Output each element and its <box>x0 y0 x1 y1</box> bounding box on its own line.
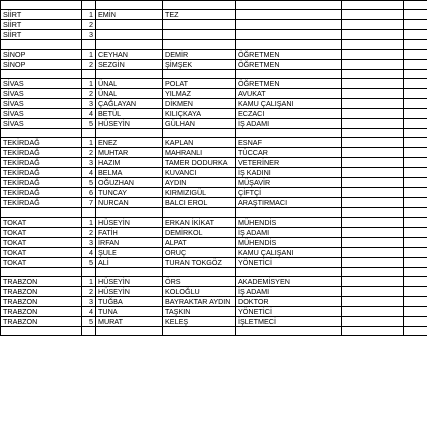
table-row <box>1 10 427 20</box>
table-row <box>1 208 427 217</box>
table-row <box>1 49 427 59</box>
last-name-cell[interactable]: TURAN TOKGÖZ <box>163 257 236 267</box>
profession-cell[interactable]: AKADEMİSYEN <box>236 277 342 287</box>
last-name-cell[interactable]: GÜLHAN <box>163 119 236 129</box>
table-row <box>1 297 427 307</box>
first-name-cell[interactable]: MURAT <box>96 317 163 327</box>
extra-cell[interactable] <box>342 40 404 49</box>
empty-cell[interactable] <box>404 237 427 247</box>
empty-cell[interactable] <box>404 297 427 307</box>
empty-cell[interactable] <box>404 168 427 178</box>
empty-cell[interactable] <box>404 119 427 129</box>
first-name-cell[interactable]: FATİH <box>96 227 163 237</box>
rank-cell[interactable]: 2 <box>82 227 96 237</box>
profession-cell[interactable]: TÜCCAR <box>236 148 342 158</box>
table-row <box>1 237 427 247</box>
first-name-cell[interactable] <box>96 129 163 138</box>
extra-cell[interactable] <box>342 178 404 188</box>
empty-cell[interactable] <box>404 317 427 327</box>
empty-cell[interactable] <box>404 79 427 89</box>
table-row <box>1 148 427 158</box>
province-cell[interactable]: SİİRT <box>1 10 82 20</box>
extra-cell[interactable] <box>342 317 404 327</box>
province-cell[interactable]: TOKAT <box>1 227 82 237</box>
extra-cell[interactable] <box>342 20 404 30</box>
extra-cell[interactable] <box>342 99 404 109</box>
first-name-cell[interactable]: HÜSEYİN <box>96 217 163 227</box>
candidate-table-body <box>1 1 427 336</box>
extra-cell[interactable] <box>342 227 404 237</box>
empty-cell[interactable] <box>404 208 427 217</box>
empty-cell[interactable] <box>404 59 427 69</box>
last-name-cell[interactable] <box>163 69 236 78</box>
table-row <box>1 69 427 78</box>
rank-cell[interactable]: 2 <box>82 148 96 158</box>
first-name-cell[interactable] <box>96 40 163 49</box>
empty-cell[interactable] <box>404 287 427 297</box>
profession-cell[interactable]: İŞ ADAMI <box>236 287 342 297</box>
first-name-cell[interactable] <box>96 267 163 276</box>
profession-cell[interactable] <box>236 1 342 10</box>
last-name-cell[interactable]: KELEŞ <box>163 317 236 327</box>
first-name-cell[interactable]: BETÜL <box>96 109 163 119</box>
profession-cell[interactable]: AVUKAT <box>236 89 342 99</box>
extra-cell[interactable] <box>342 247 404 257</box>
extra-cell[interactable] <box>342 208 404 217</box>
last-name-cell[interactable]: BAYRAKTAR AYDIN <box>163 297 236 307</box>
first-name-cell[interactable]: ÇAĞLAYAN <box>96 99 163 109</box>
table-row <box>1 40 427 49</box>
table-row <box>1 267 427 276</box>
last-name-cell[interactable]: YILMAZ <box>163 89 236 99</box>
profession-cell[interactable]: İŞ ADAMI <box>236 119 342 129</box>
province-cell[interactable]: SİİRT <box>1 30 82 40</box>
profession-cell[interactable] <box>236 10 342 20</box>
extra-cell[interactable] <box>342 217 404 227</box>
first-name-cell[interactable] <box>96 20 163 30</box>
last-name-cell[interactable]: ALPAT <box>163 237 236 247</box>
table-row <box>1 30 427 40</box>
table-row <box>1 129 427 138</box>
last-name-cell[interactable] <box>163 30 236 40</box>
extra-cell[interactable] <box>342 158 404 168</box>
profession-cell[interactable]: ECZACI <box>236 109 342 119</box>
empty-cell[interactable] <box>404 129 427 138</box>
province-cell[interactable]: TEKİRDAĞ <box>1 168 82 178</box>
first-name-cell[interactable]: BELMA <box>96 168 163 178</box>
rank-cell[interactable]: 3 <box>82 158 96 168</box>
table-row <box>1 119 427 129</box>
last-name-cell[interactable]: MAHRANLI <box>163 148 236 158</box>
profession-cell[interactable]: MÜŞAVİR <box>236 178 342 188</box>
rank-cell[interactable]: 7 <box>82 198 96 208</box>
table-row <box>1 188 427 198</box>
profession-cell[interactable] <box>236 40 342 49</box>
province-cell[interactable]: SİNOP <box>1 49 82 59</box>
last-name-cell[interactable]: TEZ <box>163 10 236 20</box>
last-name-cell[interactable]: DEMİR <box>163 49 236 59</box>
last-name-cell[interactable] <box>163 129 236 138</box>
extra-cell[interactable] <box>342 277 404 287</box>
rank-cell[interactable]: 1 <box>82 79 96 89</box>
first-name-cell[interactable]: HÜSEYİN <box>96 287 163 297</box>
profession-cell[interactable]: İŞLETMECİ <box>236 317 342 327</box>
empty-cell[interactable] <box>404 89 427 99</box>
rank-cell[interactable]: 2 <box>82 89 96 99</box>
province-cell[interactable]: TEKİRDAĞ <box>1 188 82 198</box>
profession-cell[interactable]: ÖĞRETMEN <box>236 59 342 69</box>
extra-cell[interactable] <box>342 198 404 208</box>
table-row <box>1 277 427 287</box>
extra-cell[interactable] <box>342 287 404 297</box>
rank-cell[interactable] <box>82 69 96 78</box>
rank-cell[interactable]: 2 <box>82 59 96 69</box>
profession-cell[interactable]: VETERİNER <box>236 158 342 168</box>
last-name-cell[interactable] <box>163 208 236 217</box>
extra-cell[interactable] <box>342 327 404 336</box>
empty-cell[interactable] <box>404 138 427 148</box>
first-name-cell[interactable]: TUĞBA <box>96 297 163 307</box>
table-row <box>1 59 427 69</box>
empty-cell[interactable] <box>404 30 427 40</box>
profession-cell[interactable]: ÖĞRETMEN <box>236 49 342 59</box>
last-name-cell[interactable]: AYDIN <box>163 178 236 188</box>
first-name-cell[interactable]: ÜNAL <box>96 79 163 89</box>
first-name-cell[interactable] <box>96 208 163 217</box>
province-cell[interactable]: SİVAS <box>1 109 82 119</box>
rank-cell[interactable]: 5 <box>82 317 96 327</box>
rank-cell[interactable] <box>82 129 96 138</box>
rank-cell[interactable] <box>82 40 96 49</box>
extra-cell[interactable] <box>342 109 404 119</box>
profession-cell[interactable]: İŞ KADINI <box>236 168 342 178</box>
province-cell[interactable] <box>1 1 82 10</box>
last-name-cell[interactable] <box>163 267 236 276</box>
empty-cell[interactable] <box>404 227 427 237</box>
extra-cell[interactable] <box>342 148 404 158</box>
extra-cell[interactable] <box>342 10 404 20</box>
province-cell[interactable]: TEKİRDAĞ <box>1 138 82 148</box>
province-cell[interactable]: TOKAT <box>1 237 82 247</box>
province-cell[interactable]: SİVAS <box>1 89 82 99</box>
table-row <box>1 247 427 257</box>
empty-cell[interactable] <box>404 20 427 30</box>
first-name-cell[interactable] <box>96 1 163 10</box>
table-row <box>1 287 427 297</box>
first-name-cell[interactable]: TUNCAY <box>96 188 163 198</box>
empty-cell[interactable] <box>404 49 427 59</box>
profession-cell[interactable]: YÖNETİCİ <box>236 257 342 267</box>
province-cell[interactable]: TEKİRDAĞ <box>1 198 82 208</box>
profession-cell[interactable]: ESNAF <box>236 138 342 148</box>
profession-cell[interactable]: ÖĞRETMEN <box>236 79 342 89</box>
last-name-cell[interactable]: KOLOĞLU <box>163 287 236 297</box>
last-name-cell[interactable]: ORUÇ <box>163 247 236 257</box>
last-name-cell[interactable] <box>163 327 236 336</box>
province-cell[interactable] <box>1 129 82 138</box>
empty-cell[interactable] <box>404 158 427 168</box>
profession-cell[interactable] <box>236 30 342 40</box>
last-name-cell[interactable]: KAPLAN <box>163 138 236 148</box>
profession-cell[interactable]: ARAŞTIRMACI <box>236 198 342 208</box>
rank-cell[interactable]: 3 <box>82 297 96 307</box>
rank-cell[interactable]: 1 <box>82 277 96 287</box>
table-row <box>1 158 427 168</box>
extra-cell[interactable] <box>342 138 404 148</box>
table-row <box>1 79 427 89</box>
last-name-cell[interactable]: TAMER DODURKA <box>163 158 236 168</box>
province-cell[interactable]: TOKAT <box>1 247 82 257</box>
province-cell[interactable]: SİVAS <box>1 119 82 129</box>
rank-cell[interactable]: 4 <box>82 307 96 317</box>
last-name-cell[interactable]: BALCI EROL <box>163 198 236 208</box>
province-cell[interactable]: TOKAT <box>1 257 82 267</box>
empty-cell[interactable] <box>404 327 427 336</box>
last-name-cell[interactable]: KUVANCI <box>163 168 236 178</box>
empty-cell[interactable] <box>404 198 427 208</box>
profession-cell[interactable]: MÜHENDİS <box>236 237 342 247</box>
empty-cell[interactable] <box>404 178 427 188</box>
first-name-cell[interactable]: SEZGİN <box>96 59 163 69</box>
empty-cell[interactable] <box>404 267 427 276</box>
first-name-cell[interactable]: ALİ <box>96 257 163 267</box>
province-cell[interactable]: TEKİRDAĞ <box>1 158 82 168</box>
first-name-cell[interactable]: TUNA <box>96 307 163 317</box>
profession-cell[interactable]: İŞ ADAMI <box>236 227 342 237</box>
profession-cell[interactable]: DOKTOR <box>236 297 342 307</box>
profession-cell[interactable]: KAMU ÇALIŞANI <box>236 99 342 109</box>
table-row <box>1 227 427 237</box>
first-name-cell[interactable]: ŞULE <box>96 247 163 257</box>
empty-cell[interactable] <box>404 69 427 78</box>
first-name-cell[interactable]: NURCAN <box>96 198 163 208</box>
profession-cell[interactable] <box>236 267 342 276</box>
extra-cell[interactable] <box>342 30 404 40</box>
rank-cell[interactable]: 3 <box>82 237 96 247</box>
last-name-cell[interactable]: POLAT <box>163 79 236 89</box>
rank-cell[interactable]: 1 <box>82 49 96 59</box>
table-row <box>1 138 427 148</box>
table-row <box>1 178 427 188</box>
table-row <box>1 327 427 336</box>
table-row <box>1 317 427 327</box>
empty-cell[interactable] <box>404 257 427 267</box>
province-cell[interactable]: TEKİRDAĞ <box>1 178 82 188</box>
rank-cell[interactable]: 5 <box>82 119 96 129</box>
profession-cell[interactable]: YÖNETİCİ <box>236 307 342 317</box>
extra-cell[interactable] <box>342 188 404 198</box>
extra-cell[interactable] <box>342 79 404 89</box>
last-name-cell[interactable]: ÖRS <box>163 277 236 287</box>
extra-cell[interactable] <box>342 237 404 247</box>
table-row <box>1 109 427 119</box>
rank-cell[interactable]: 3 <box>82 99 96 109</box>
last-name-cell[interactable]: DEMİRKOL <box>163 227 236 237</box>
table-row <box>1 217 427 227</box>
first-name-cell[interactable]: MUHTAR <box>96 148 163 158</box>
province-cell[interactable]: TRABZON <box>1 307 82 317</box>
profession-cell[interactable]: ÇİFTÇİ <box>236 188 342 198</box>
last-name-cell[interactable] <box>163 20 236 30</box>
empty-cell[interactable] <box>404 40 427 49</box>
profession-cell[interactable] <box>236 129 342 138</box>
rank-cell[interactable]: 5 <box>82 257 96 267</box>
empty-cell[interactable] <box>404 99 427 109</box>
province-cell[interactable]: SİNOP <box>1 59 82 69</box>
first-name-cell[interactable]: HÜSEYİN <box>96 119 163 129</box>
first-name-cell[interactable]: OĞUZHAN <box>96 178 163 188</box>
empty-cell[interactable] <box>404 10 427 20</box>
province-cell[interactable] <box>1 327 82 336</box>
rank-cell[interactable]: 1 <box>82 217 96 227</box>
empty-cell[interactable] <box>404 217 427 227</box>
province-cell[interactable]: SİVAS <box>1 79 82 89</box>
extra-cell[interactable] <box>342 297 404 307</box>
last-name-cell[interactable]: KILIÇKAYA <box>163 109 236 119</box>
rank-cell[interactable] <box>82 1 96 10</box>
table-row <box>1 89 427 99</box>
province-cell[interactable]: TOKAT <box>1 217 82 227</box>
rank-cell[interactable] <box>82 208 96 217</box>
first-name-cell[interactable] <box>96 30 163 40</box>
province-cell[interactable]: SİİRT <box>1 20 82 30</box>
profession-cell[interactable]: KAMU ÇALIŞANI <box>236 247 342 257</box>
province-cell[interactable]: SİVAS <box>1 99 82 109</box>
last-name-cell[interactable]: TAŞKIN <box>163 307 236 317</box>
last-name-cell[interactable]: ŞİMŞEK <box>163 59 236 69</box>
table-row <box>1 99 427 109</box>
table-row <box>1 20 427 30</box>
rank-cell[interactable]: 4 <box>82 109 96 119</box>
first-name-cell[interactable]: ÜNAL <box>96 89 163 99</box>
extra-cell[interactable] <box>342 89 404 99</box>
last-name-cell[interactable] <box>163 1 236 10</box>
province-cell[interactable] <box>1 208 82 217</box>
province-cell[interactable] <box>1 69 82 78</box>
province-cell[interactable]: TEKİRDAĞ <box>1 148 82 158</box>
rank-cell[interactable]: 4 <box>82 168 96 178</box>
province-cell[interactable]: TRABZON <box>1 287 82 297</box>
extra-cell[interactable] <box>342 119 404 129</box>
empty-cell[interactable] <box>404 307 427 317</box>
rank-cell[interactable]: 1 <box>82 10 96 20</box>
extra-cell[interactable] <box>342 257 404 267</box>
extra-cell[interactable] <box>342 1 404 10</box>
table-row <box>1 168 427 178</box>
empty-cell[interactable] <box>404 188 427 198</box>
rank-cell[interactable]: 3 <box>82 30 96 40</box>
extra-cell[interactable] <box>342 69 404 78</box>
rank-cell[interactable]: 1 <box>82 138 96 148</box>
table-row <box>1 257 427 267</box>
rank-cell[interactable]: 5 <box>82 178 96 188</box>
extra-cell[interactable] <box>342 168 404 178</box>
extra-cell[interactable] <box>342 129 404 138</box>
province-cell[interactable] <box>1 267 82 276</box>
table-row <box>1 307 427 317</box>
profession-cell[interactable] <box>236 69 342 78</box>
first-name-cell[interactable]: İRFAN <box>96 237 163 247</box>
last-name-cell[interactable]: DİKMEN <box>163 99 236 109</box>
rank-cell[interactable]: 4 <box>82 247 96 257</box>
rank-cell[interactable]: 2 <box>82 20 96 30</box>
extra-cell[interactable] <box>342 59 404 69</box>
first-name-cell[interactable]: ENEZ <box>96 138 163 148</box>
last-name-cell[interactable]: KIRMIZIGÜL <box>163 188 236 198</box>
rank-cell[interactable] <box>82 267 96 276</box>
province-cell[interactable]: TRABZON <box>1 297 82 307</box>
profession-cell[interactable] <box>236 208 342 217</box>
first-name-cell[interactable]: CEYHAN <box>96 49 163 59</box>
province-cell[interactable]: TRABZON <box>1 317 82 327</box>
empty-cell[interactable] <box>404 247 427 257</box>
rank-cell[interactable]: 2 <box>82 287 96 297</box>
rank-cell[interactable]: 6 <box>82 188 96 198</box>
profession-cell[interactable]: MÜHENDİS <box>236 217 342 227</box>
last-name-cell[interactable]: ERKAN İKİKAT <box>163 217 236 227</box>
extra-cell[interactable] <box>342 267 404 276</box>
profession-cell[interactable] <box>236 20 342 30</box>
profession-cell[interactable] <box>236 327 342 336</box>
province-cell[interactable]: TRABZON <box>1 277 82 287</box>
first-name-cell[interactable]: HAZIM <box>96 158 163 168</box>
province-cell[interactable] <box>1 40 82 49</box>
empty-cell[interactable] <box>404 109 427 119</box>
table-row <box>1 198 427 208</box>
last-name-cell[interactable] <box>163 40 236 49</box>
empty-cell[interactable] <box>404 1 427 10</box>
extra-cell[interactable] <box>342 307 404 317</box>
first-name-cell[interactable] <box>96 69 163 78</box>
first-name-cell[interactable]: EMİN <box>96 10 163 20</box>
empty-cell[interactable] <box>404 277 427 287</box>
first-name-cell[interactable] <box>96 327 163 336</box>
first-name-cell[interactable]: HÜSEYİN <box>96 277 163 287</box>
extra-cell[interactable] <box>342 49 404 59</box>
rank-cell[interactable] <box>82 327 96 336</box>
table-row <box>1 1 427 10</box>
empty-cell[interactable] <box>404 148 427 158</box>
